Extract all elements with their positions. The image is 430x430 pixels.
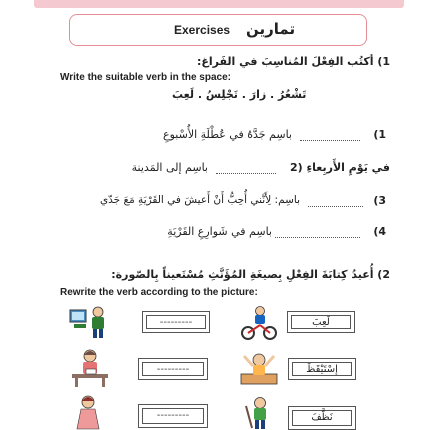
verb-box-1 <box>287 311 355 333</box>
exercises-title-box <box>69 14 367 46</box>
answer-box-1[interactable] <box>142 311 210 333</box>
verb-box-2-text: إسْتَيْقَظَ <box>292 362 352 376</box>
sentence-2-number: 2) في يَوْمِ الأَربِعاءِ <box>290 161 390 174</box>
sentence-3-number: (3 <box>373 194 386 207</box>
top-color-band <box>34 0 404 8</box>
sentence-1-number: (1 <box>373 128 386 141</box>
verb-box-3-text: نَظَّفَ <box>292 410 352 426</box>
verb-box-3 <box>288 406 356 430</box>
sentence-1-blank[interactable] <box>300 140 360 141</box>
sentence-4-number: (4 <box>373 225 386 238</box>
sentence-4-blank[interactable] <box>275 237 360 238</box>
answer-box-1-blank: --------- <box>146 315 206 329</box>
answer-box-2[interactable] <box>138 358 208 380</box>
girl-cleaning-icon <box>70 395 108 430</box>
sentence-3-text: باسِم: لِأَنَّني أُحِبُّ أَنْ أَعيشَ في القَرْيَةِ مَعَ جَدّي <box>99 194 300 206</box>
boy-waking-up-icon <box>240 350 278 388</box>
boy-on-bike-icon <box>240 305 278 341</box>
q1-instruction-english: Write the suitable verb in the space: <box>60 72 231 83</box>
verb-box-1-text: لَعِبَ <box>291 315 351 329</box>
title-english: Exercises <box>174 23 231 37</box>
girl-at-desk-icon <box>70 348 110 388</box>
q2-instruction-arabic: 2) أُعيدُ كِتابَةَ الفِعْلِ بِصيغَةِ المُؤَنَّثِ مُسْتَعيناً بِالصّورة: <box>111 268 390 281</box>
word-bank: تَشْعُرُ . زارَ . تَجْلِسُ . لَعِبَ <box>172 88 307 101</box>
boy-at-computer-icon <box>68 304 110 340</box>
q2-instruction-english: Rewrite the verb according to the picture: <box>60 287 258 298</box>
answer-box-3[interactable] <box>138 404 208 428</box>
sentence-2-text: باسِم إلى المَدينة <box>131 161 208 174</box>
boy-cleaning-icon <box>240 396 278 430</box>
verb-box-2 <box>288 358 356 380</box>
answer-box-2-blank: --------- <box>142 362 204 376</box>
sentence-2-blank[interactable] <box>216 173 276 174</box>
q1-instruction-arabic: 1) أكتُب الفِعْلَ المُناسِبَ في الفَراغ: <box>196 55 390 68</box>
title-arabic: تمارين <box>246 20 296 38</box>
sentence-1-text: باسِم جَدَّهُ في عُطْلَةِ الأُسْبوعِ <box>163 128 292 141</box>
answer-box-3-blank: --------- <box>142 408 204 424</box>
sentence-4-text: باسِم في شَوارِعِ القَرْيَةِ <box>167 225 272 238</box>
sentence-3-blank[interactable] <box>308 206 363 207</box>
